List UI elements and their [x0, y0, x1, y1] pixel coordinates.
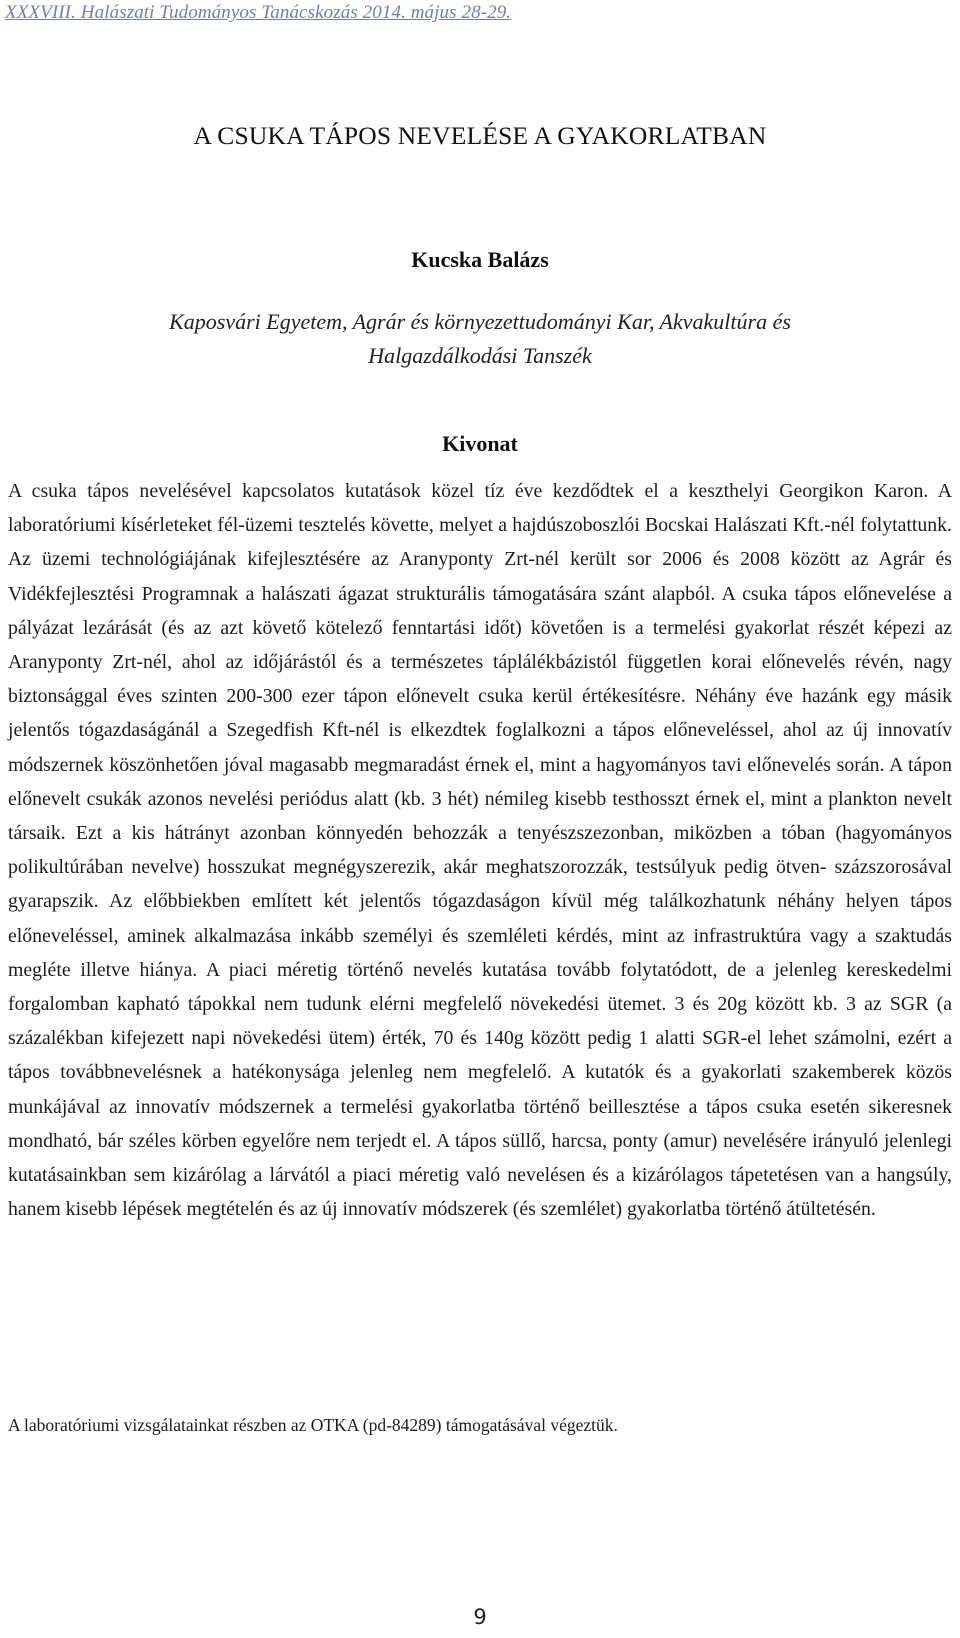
page-number: 9	[473, 1605, 487, 1629]
abstract-text: A csuka tápos nevelésével kapcsolatos kutatások közel tíz éve kezdődtek el a keszthelyi Georgikon Karon. A laboratóriumi kísérleteket fél-üzemi tesztelés követte, melyet a hajdúszoboszlói Bocskai Halászati Kft.-nél folytattunk. Az üzemi technológiájának kifejlesztésére az Aranyponty Zrt-nél került sor 2006 és 2008 között az Agrár és Vidékfejlesztési Programnak a halászati ágazat strukturális támogatására szánt alapból. A csuka tápos előnevelése a pályázat lezárását (és az azt követő kötelező fenntartási időt) követően is a termelési gyakorlat részét képezi az Aranyponty Zrt-nél, ahol az időjárástól és a természetes táplálékbázistól független korai előnevelés révén, nagy biztonsággal éves szinten 200-300 ezer tápon előnevelt csuka kerül értékesítésre. Néhány éve hazánk egy másik jelentős tógazdaságánál a Szegedfish Kft-nél is elkezdtek foglalkozni a tápos előneveléssel, ahol az új innovatív módszernek köszönhetően jóval magasabb megmaradást érnek el, mint a hagyományos tavi előnevelés során. A tápon előnevelt csukák azonos nevelési periódus alatt (kb. 3 hét) némileg kisebb testhosszt érnek el, mint a plankton nevelt társaik. Ezt a kis hátrányt azonban könnyedén behozzák a tenyészszezonban, miközben a tóban (hagyományos polikultúrában nevelve) hosszukat megnégyszerezik, akár meghatszorozzák, testsúlyuk pedig ötven- százszorosával gyarapszik. Az előbbiekben említett két jelentős tógazdaságon kívül még találkozhatunk néhány helyen tápos előneveléssel, aminek alkalmazása inkább személyi és szemléleti kérdés, mint az infrastruktúra vagy a szaktudás megléte illetve hiánya. A piaci méretig történő nevelés kutatása tovább folytatódott, de a jelenleg kereskedelmi forgalomban kapható tápokkal nem tudunk elérni megfelelő növekedési ütemet. 3 és 20g között kb. 3 az SGR (a százalékban kifejezett napi növekedési ütem) érték, 70 és 140g között pedig 1 alatti SGR-el lehet számolni, ezért a tápos továbbnevelésnek a hatékonysága jelenleg nem megfelelő. A kutatók és a gyakorlati szakemberek közös munkájával az innovatív módszernek a termelési gyakorlatba történő beillesztése a tápos csuka esetén sikeresnek mondható, bár széles körben egyelőre nem terjedt el. A tápos süllő, harcsa, ponty (amur) nevelésére irányuló jelenlegi kutatásainkban sem kizárólag a lárvától a piaci méretig való nevelésen és a kizárólagos tápetetésen van a hangsúly, hanem kisebb lépések megtételén és az új innovatív módszerek (és szemlélet) gyakorlatba történő átültetésén.	[8, 480, 952, 1221]
author-affiliation: Kaposvári Egyetem, Agrár és környezettudományi Kar, Akvakultúra és Halgazdálkodási Tanszék	[169, 309, 791, 368]
running-header: XXXVIII. Halászati Tudományos Tanácskozás 2014. május 28-29.	[5, 2, 512, 23]
author-name: Kucska Balázs	[411, 247, 549, 272]
acknowledgement-text: A laboratóriumi vizsgálatainkat részben az OTKA (pd-84289) támogatásával végeztük.	[8, 1415, 618, 1435]
paper-title: A CSUKA TÁPOS NEVELÉSE A GYAKORLATBAN	[193, 121, 767, 150]
abstract-heading: Kivonat	[442, 431, 518, 456]
